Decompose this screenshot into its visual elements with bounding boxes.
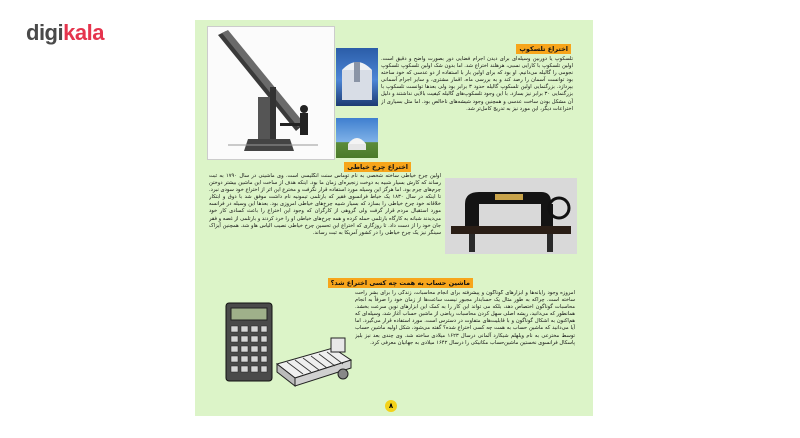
- sewing-machine-heading: اختراع چرخ خیاطی: [344, 162, 411, 172]
- telescope-engraving-image: [207, 26, 335, 160]
- logo-part-2: kala: [63, 20, 104, 45]
- logo-part-1: digi: [26, 20, 64, 45]
- electronic-calculator-image: [225, 302, 273, 382]
- sewing-machine-photo: [445, 178, 577, 254]
- calculator-heading: ماشین حساب به همت چه کسی اختراع شد؟: [328, 278, 473, 288]
- telescope-heading: اختراع تلسکوپ: [516, 44, 571, 54]
- site-logo[interactable]: [26, 20, 104, 46]
- observatory-photo: [336, 48, 378, 106]
- mechanical-calculator-image: [273, 334, 355, 390]
- book-page: [195, 20, 593, 416]
- observatory-dome-photo: [336, 118, 378, 158]
- sewing-machine-paragraph: اولین چرخ خیاطی ساخته شخصی به نام توماس سنت انگلیسی است. وی ماشینی در سال ۱۷۹۰ به ثبت رساند که کارش بسیار شبیه به دوخت زنجیره‌ای زمان ما بود. اینکه هدف از ساخت این ماشین بیشتر دوختن چرم‌های چرم بود. اما هرگز این وسیله مورد استفاده قرار نگرفت و مخترع این اثر از اختراع خود سودی نبرد. تا اینکه در سال ۱۸۳۰ یک خیاط فرانسوی فقیر که بارتلمی تیمونیه نام داشت موفق شد با ذوق و ابتکار خلاقانه خود چرخ خیاطی را بسازد که بسیار شبیه چرخ‌های خیاطی امروزی بود. بعدها این وسیله در فرانسه مورد استقبال مردم قرار گرفت ولی گروهی از کارگران که وجود این اختراع را باعث کسادی کار خود می‌دیدند شبانه به کارگاه بارتلمی حمله کرده و همه چرخ‌های خیاطی او را خرد کردند و بارتلمی از غصه و فقر جان خود را از دست داد. تا روزگاری که اختراع این تحسین چرخ خیاطی نصیب الیاس هاو شد. همچنین آیزاک سینگر نیز یک چرخ خیاطی را در کشور آمریکا به ثبت رساند.: [209, 173, 441, 236]
- page-number: ۸: [385, 400, 397, 412]
- calculator-paragraph: امروزه وجود رایانه‌ها و ابزارهای گوناگون و پیشرفته برای انجام محاسبات، زندگی را برای بشر راحت ساخته است. چراکه به طور مثال یک حسابدار مجبور نیست ساعت‌ها از زمان خود را صرفاً به انجام محاسبات گوناگون اختصاص دهد، بلکه می تواند این کار را به کمک این ابزارهای نوین سرعت بخشد. همانطور که می‌دانید، ریشه اصلی سهل کردن محاسبات ریاضی از ماشین حساب آغاز شد، وسیله‌ای که هم‌اکنون به اشکال گوناگون و با قابلیت‌های متفاوت در دسترس است. مورد استفاده قرار می‌گیرد. اما آیا می‌دانید که ماشین حساب به همت چه کسی اختراع شده؟ گفته می‌شود، شکل اولیه ماشین حساب توسط مخترعی به نام ویلهلم شیکارد آلمانی درسال ۱۶۲۳ میلادی ساخته شد. وی چندی بعد نیز بلیز پاسکال فرانسوی نخستین ماشین‌حساب مکانیکی را درسال ۱۶۴۲ میلادی به جهانیان معرفی کرد.: [355, 290, 575, 346]
- telescope-paragraph: تلسکوپ یا دوربین وسیله‌ای برای دیدن اجرام فضایی دور بصورت واضح و دقیق است. اولین تلسکوپ با کارایی نسبی، هرهلند اختراع شد. اما بدون شک اولین تلسکوپ تلسکوپ نجومی را گالیله می‌دانیم. او بود که برای اولین بار با استفاده از دو عدسی که خود ساخته بود توانست آسمان را رصد کند و به بررسی ماه، اقمار مشتری، و سایر اجرام آسمانی بپردازد. بزرگنمایی اولین تلسکوپ گالیله حدود ۳ برابر بود ولی بعدها توانست تلسکوپ با بزرگنمایی ۳۰ برابر نیز بسازد. با این وجود تلسکوپ‌های گالیله کیفیت بالایی نداشتند و دلیل آن مشکل بودن ساخت عدسی و همچنین وجود شیشه‌های ناخالص بود. اما مثل بسیاری از اختراعات دیگر، این مورد نیز به تدریج کامل‌تر شد.: [381, 56, 573, 112]
